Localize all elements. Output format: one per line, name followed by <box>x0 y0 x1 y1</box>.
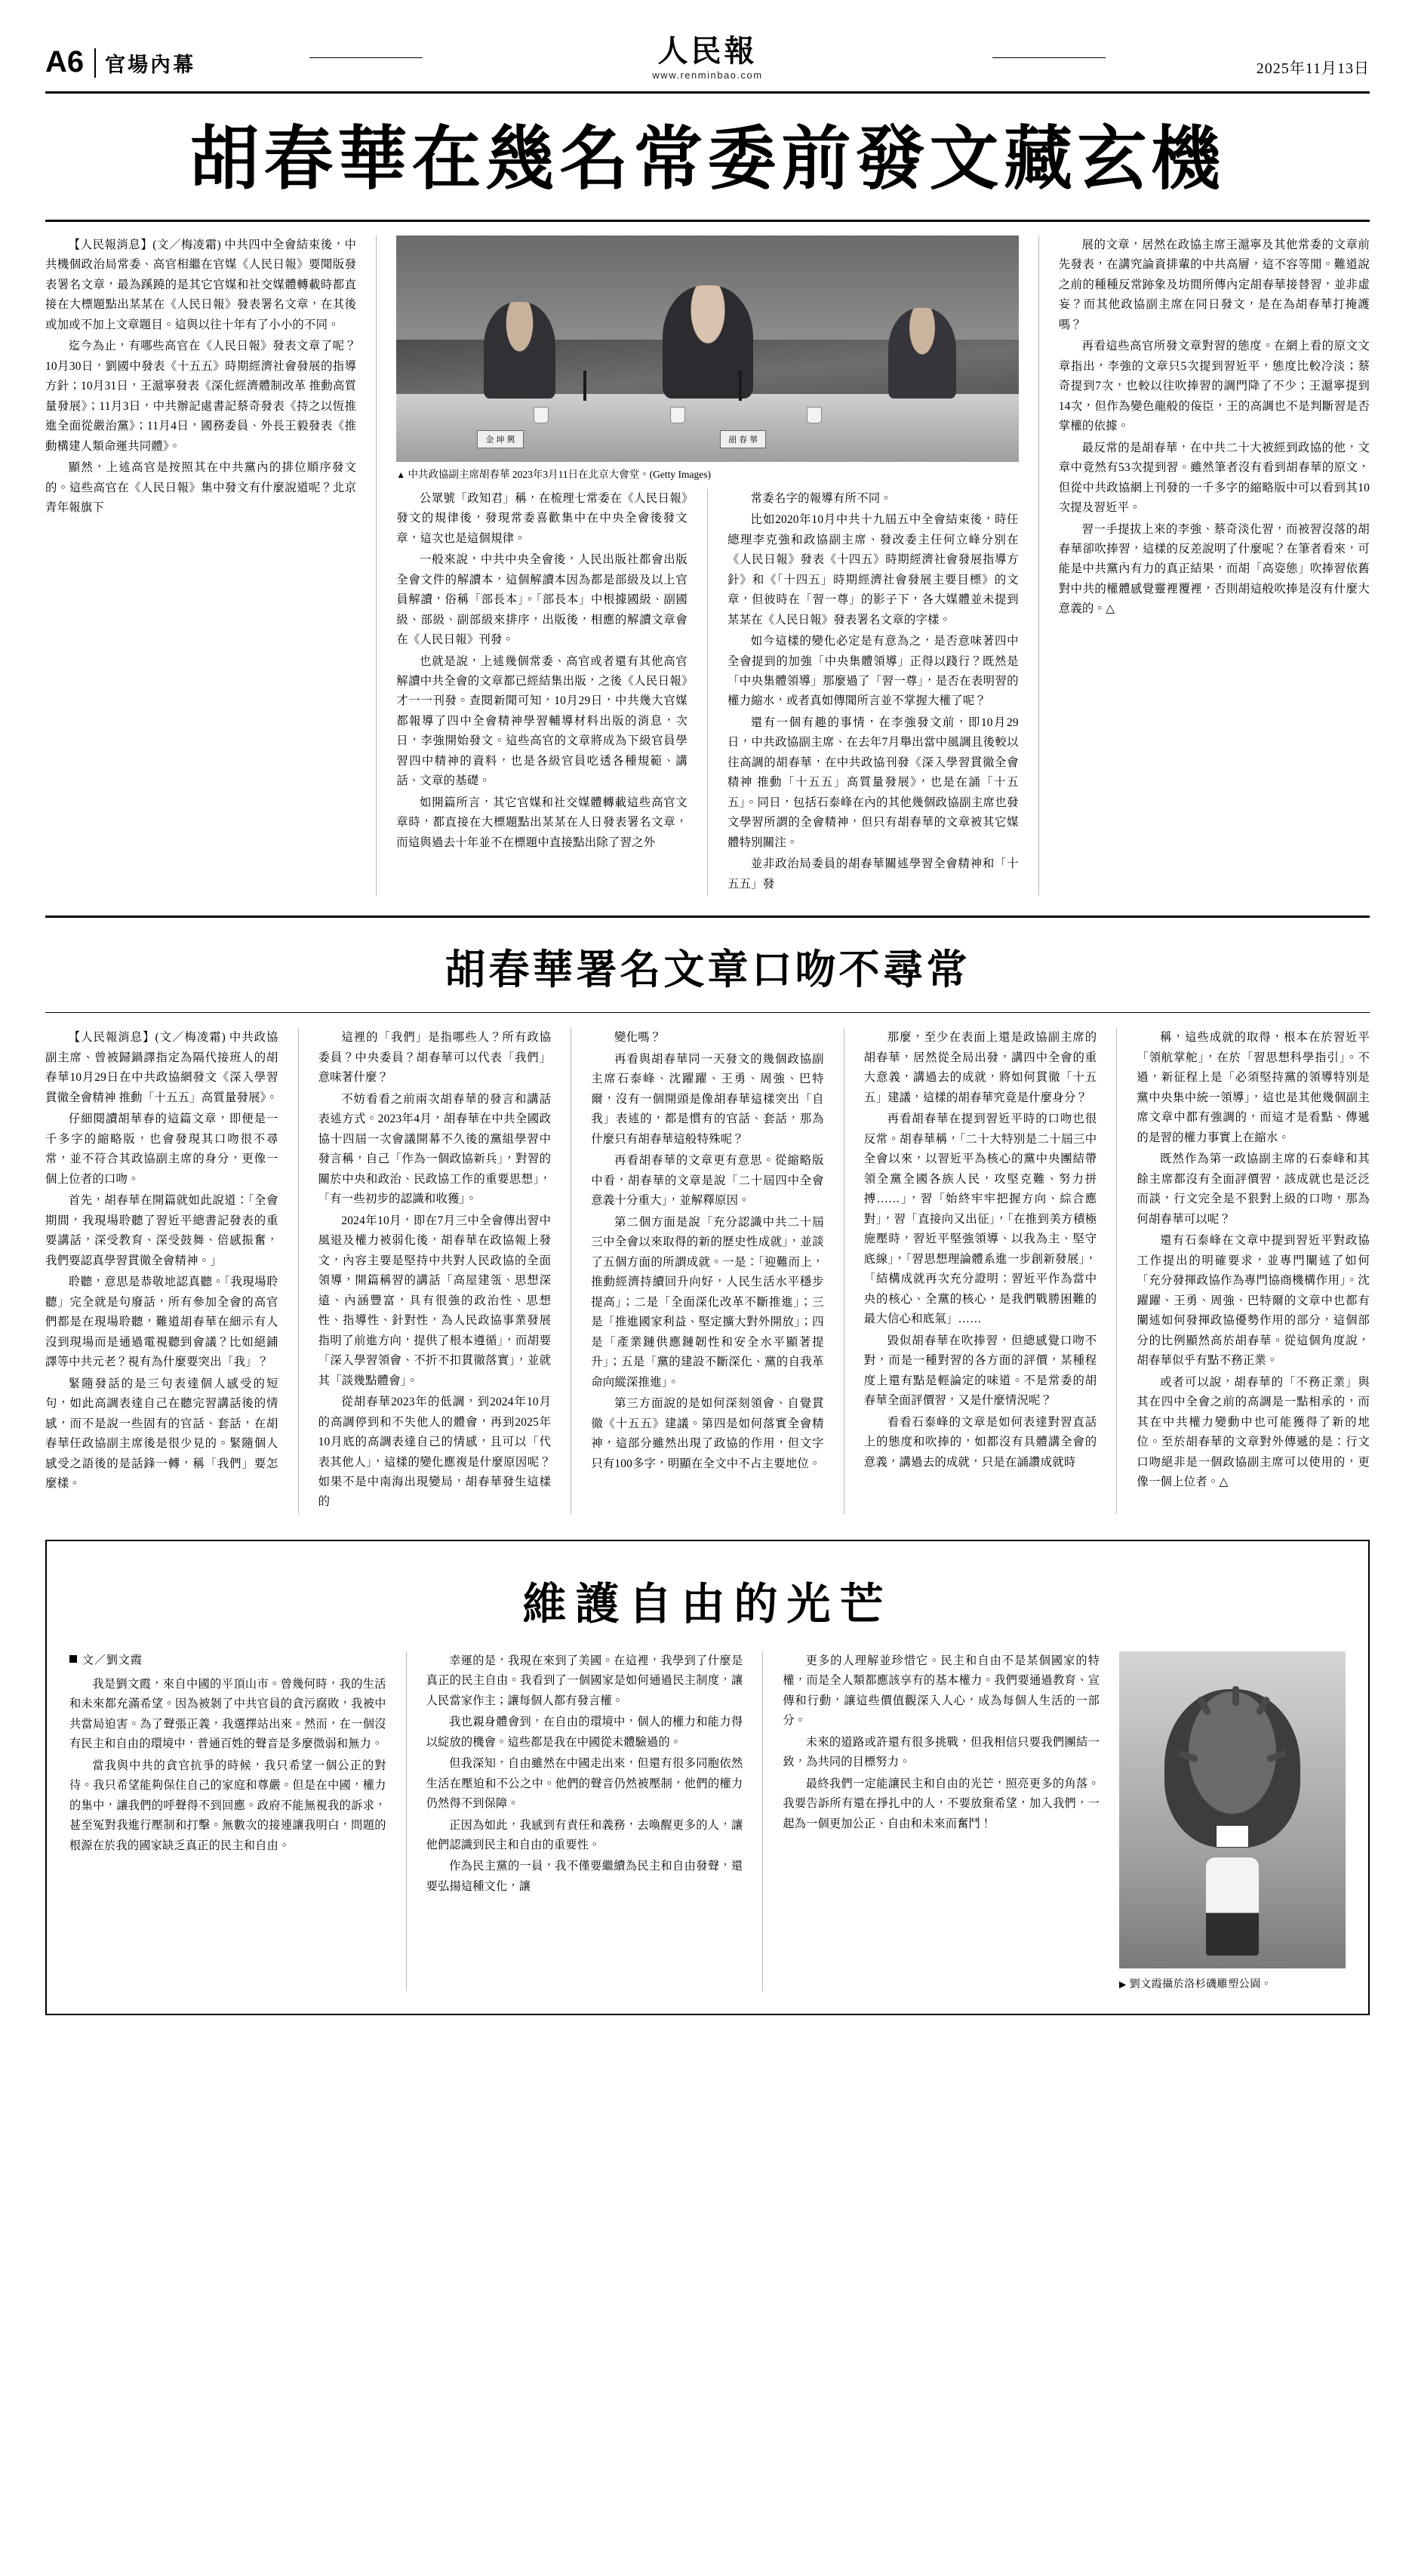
masthead-rule-right <box>992 57 1106 58</box>
article2-p4-1: 那麼，至少在表面上還是政協副主席的胡春華，居然從全局出發，講四中全會的重大意義，講過去的成就，將如何貫徹「十五五」建議，這樣的胡春華究竟是什麼身分？ <box>863 1031 1097 1104</box>
masthead-rule-left <box>309 57 423 58</box>
article2-column-5 <box>1137 1028 1370 1514</box>
article1-p2-2: 一般來說，中共中央全會後，人民出版社都會出版全會文件的解讀本，這個解讀本因為都是部級及以上官員解讀，俗稱「部長本」。「部長本」中根據國級、副國級、部級、副部級來排序，出版後，相應的解讀文章會在《人民日報》刊發。 <box>396 553 688 647</box>
article3-p3-2: 未來的道路或許還有很多挑戰，但我相信只要我們團結一致，為共同的目標努力。 <box>783 1735 1100 1769</box>
article2-p4-2: 再看胡春華在提到習近平時的口吻也很反常。胡春華稱，「二十大特別是二十屆三中全會以來，以習近平為核心的黨中央團結帶領全黨全國各族人民，攻堅克難、努力拼搏……」，習「始終牢牢把握方向、綜合應對」，習「直接向又出征」，「在推到美方積極施壓時，習近平堅強領導、以我為主、堅守底線」，「習思想理論體系進一步創新發展」，「結構成就再次充分證明：習近平作為當中央的核心、全黨的核心，是我們戰勝困難的最大信心和底氣」…… <box>863 1113 1097 1326</box>
article2-p1-2: 仔細閱讀胡華春的這篇文章，即便是一千多字的縮略版，也會發現其口吻很不尋常，並不符合其政協副主席的身分，更像一個上位者的口吻。 <box>45 1113 278 1186</box>
article3-p2-1: 幸運的是，我現在來到了美國。在這裡，我學到了什麼是真正的民主自由。我看到了一個國家是如何通過民主制度，讓人民當家作主；讓每個人都有發言權。 <box>426 1654 743 1707</box>
article1-p1-2: 迄今為止，有哪些高官在《人民日報》發表文章了呢？10月30日，劉國中發表《十五五》時期經濟社會發展的指導方針；10月31日，王滬寧發表《深化經濟體制改革 推動高質量發展》；11月3日，中共辦記處書記蔡奇發表《持之以恆推進全面從嚴治黨》；11月4日，國務委員、外長王毅發表《推動構建人類命運共同體》。 <box>45 340 357 453</box>
masthead-left <box>45 45 317 82</box>
teacup-icon <box>807 407 822 423</box>
article1-headline: 胡春華在幾名常委前發文藏玄機 <box>189 121 1226 198</box>
nameplate-right: 胡 春 華 <box>720 430 766 448</box>
masthead <box>45 35 1370 94</box>
article1-subcolumns <box>396 489 1019 897</box>
article2-p1-3: 首先，胡春華在開篇就如此說道：「全會期間，我現場聆聽了習近平總書記發表的重要講話，深受教育、深受鼓舞、倍感振奮，我們要認真學習貫徹全會精神。」 <box>45 1194 278 1267</box>
article3-byline <box>69 1651 386 1667</box>
column-divider <box>298 1028 299 1514</box>
statue-protest-photo <box>1119 1651 1346 1968</box>
column-divider <box>406 1651 407 1991</box>
article3-column-1 <box>69 1651 386 1991</box>
article1-p3-3: 如今這樣的變化必定是有意為之，是否意味著四中全會提到的加強「中央集體領導」正得以踐行？既然是「中央集體領導」那麼過了「習一尊」，是否在表明習的權力縮水，或者真如傳聞所言並不掌握大權了呢？ <box>727 635 1019 708</box>
article3-box <box>45 1540 1370 2015</box>
press-conference-photo <box>396 235 1019 462</box>
article1-photo-caption <box>396 467 1019 483</box>
article2-body <box>45 1013 1370 1514</box>
article1-p2-3: 也就是說，上述幾個常委、高官或者還有其他高官解讀中共全會的文章都已經結集出版，之後《人民日報》才一一刊發。查閱新聞可知，10月29日，中共幾大官媒都報導了四中全會精神學習輔導材料出版的消息，次日，李強開始發文。這些高官的文章將成為下級官員學習四中精神的資料，也是各級官員吃透各種規範、講話、文章的基礎。 <box>396 654 688 788</box>
caption-text: 劉文霞攝於洛杉磯雕塑公園。 <box>1129 1978 1272 1990</box>
photo-person-left <box>484 302 555 399</box>
article1-body <box>45 222 1370 897</box>
article2-p4-3: 毀似胡春華在吹捧習，但總感覺口吻不對，而是一種對習的各方面的評價，某種程度上還有點是輕論定的味道。不是常委的胡春華全面評價習，又是什麼情況呢？ <box>863 1334 1097 1408</box>
publication-url[interactable]: www.renminbao.com <box>652 69 763 81</box>
article3-column-2 <box>426 1651 743 1991</box>
article1-column-2 <box>396 235 1019 897</box>
article2-p1-5: 緊隨發話的是三句表達個人感受的短句，如此高調表達自己在聽完習講話後的情感，而不是說一些固有的官話、套話，在胡春華任政協副主席後是很少見的。緊隨個人感受之語後的是話鋒一轉，稱「我們」要怎麼樣。 <box>45 1377 278 1490</box>
article2-p5-3: 還有石泰峰在文章中提到習近平對政協工作提出的明確要求，並專門闡述了如何「充分發揮政協作為專門協商機構作用」。沈躍躍、王勇、周強、巴特爾的文章中也都有闡述如何發揮政協優勢作用的部分，這個部分的比例顯然高於胡春華。從這個角度說，胡春華似乎有點不務正業。 <box>1137 1234 1370 1368</box>
article1-p4-2: 再看這些高官所發文章對習的態度。在網上看的原文文章指出，李強的文章只5次提到習近平，態度比較冷淡；蔡奇提到7次，也較以往吹捧習的調門降了不少；王滬寧提到14次，但作為變色龍般的侫臣，王的高調也不是判斷習是否掌權的依據。 <box>1058 340 1370 433</box>
article3-p3-3: 最終我們一定能讓民主和自由的光芒，照亮更多的角落。我要告訴所有還在掙扎中的人，不要放棄希望，加入我們，一起為一個更加公正、自由和未來而奮鬥！ <box>783 1777 1100 1830</box>
column-divider <box>1038 235 1039 897</box>
article1-p1-3: 顯然，上述高官是按照其在中共黨內的排位順序發文的。這些高官在《人民日報》集中發文有什麼說道呢？北京青年報旗下 <box>45 461 357 515</box>
article2-column-3 <box>591 1028 824 1514</box>
article1-photo-block <box>396 235 1019 483</box>
publication-date: 2025年11月13日 <box>1256 60 1370 77</box>
article2-p4-4: 看看石泰峰的文章是如何表達對習直話上的態度和吹捧的，如都沒有具體講全會的意義，講過去的成就，只是在誦讚成就時 <box>863 1415 1097 1469</box>
caption-marker-icon: ▶ <box>1119 1978 1127 1990</box>
person-figure <box>1206 1857 1259 1956</box>
article1-p4-1: 展的文章，居然在政協主席王滬寧及其他常委的文章前先發表，在講究論資排輩的中共高層，這不容等閒。難道說之前的種種反常跡象及坊間所傳內定胡春華接替習，並非虛妄？而其他政協副主席在同日發文，是在為胡春華打掩護嗎？ <box>1058 238 1370 331</box>
article2-p3-2: 再看與胡春華同一天發文的幾個政協副主席石泰峰、沈躍躍、王勇、周強、巴特爾，沒有一個開頭是像胡春華這樣突出「自我」表述的，都是慣有的官話、套話，那為什麼只有胡春華這般特殊呢？ <box>591 1052 824 1146</box>
article1-p3-2: 比如2020年10月中共十九屆五中全會結束後，時任總理李克強和政協副主席、發改委主任何立峰分別在《人民日報》發表《十四五》時期經濟社會發展指導方針》和《「十四五」時期經濟社會發展主要目標》的文章，但彼時在「習一尊」的影子下，各大媒體並未提到某某在《人民日報》發表署名文章的字樣。 <box>727 513 1019 626</box>
article2-p5-1: 稱，這些成就的取得，根本在於習近平「領航掌舵」，在於「習思想科學指引」。不過，新征程上是「必須堅持黨的領導特別是黨中央集中統一領導」，這也是其他幾個副主席文章中都有強調的，而這才是看點、傳遞的是習的權力事實上在縮水。 <box>1137 1031 1370 1144</box>
page-number: A6 <box>45 45 85 78</box>
article2-p3-5: 第三方面說的是如何深刻領會、自覺貫徹《十五五》建議。第四是如何落實全會精神，這部分雖然出現了政協的作用，但文字只有100多字，明顯在全文中不占主要地位。 <box>591 1397 824 1470</box>
section-title: 官場內幕 <box>94 48 195 78</box>
article1-p2-1: 公眾號「政知君」稱，在梳理七常委在《人民日報》發文的規律後，發現常委喜歡集中在中央全會後發文章，這次也是這個規律。 <box>396 491 688 545</box>
photo-table <box>396 394 1019 462</box>
masthead-center <box>317 35 1098 82</box>
article3-p2-4: 正因為如此，我感到有責任和義務，去喚醒更多的人，讓他們認識到民主和自由的重要性。 <box>426 1818 743 1852</box>
article2-p2-1: 這裡的「我們」是指哪些人？所有政協委員？中央委員？胡春華可以代表「我們」意味著什麼？ <box>318 1031 552 1085</box>
article2-p2-2: 不妨看看之前兩次胡春華的發言和講話表述方式。2023年4月，胡春華在中共全國政協十四屆一次會議開幕不久後的黨組學習中發言稱，自己「作為一個政協新兵」，對習的關於中央和政治、民政協工作的重要思想」，「有一些初步的認識和收獲」。 <box>318 1092 552 1206</box>
caption-marker-icon: ▲ <box>396 469 406 480</box>
article1-column-1 <box>45 235 356 897</box>
article1-column-2a <box>396 489 688 897</box>
virus-spike <box>1232 1686 1239 1706</box>
microphone-icon <box>583 371 586 401</box>
article1-p4-3: 最反常的是胡春華，在中共二十大被經到政協的他，文章中竟然有53次提到習。雖然筆者沒有看到胡春華的原文，但從中共政協網上刊發的一千多字的縮略版中可以看到其10次提及習近平。 <box>1058 441 1370 515</box>
article2-p5-4: 或者可以說，胡春華的「不務正業」與其在四中全會之前的高調是一點相承的，而其在中共權力變動中也可能獲得了新的地位。至於胡春華的文章對外傳遞的是：行文口吻絕非是一個政協副主席可以使用的，更像一個上位者。△ <box>1137 1375 1370 1488</box>
article2-p3-1: 變化嗎？ <box>614 1031 662 1045</box>
article3-column-3 <box>783 1651 1100 1991</box>
column-divider <box>707 489 708 897</box>
article1-p3-4: 還有一個有趣的事情，在李強發文前，即10月29日，中共政協副主席、在去年7月舉出當中風調且後較以往高調的胡春華，在中共政協刊發《深入學習貫徹全會精神 推動「十五五」高質量發展》，也是在誦「十五五」。同日，包括石泰峰在內的其他幾個政協副主席也發文學習所謂的全會精神，但只有胡春華的文章被其它媒體特別關注。 <box>727 716 1019 849</box>
article3-photo-column <box>1119 1651 1346 1991</box>
column-divider <box>376 235 377 897</box>
article2-p3-3: 再看胡春華的文章更有意思。從縮略版中看，胡春華的文章是說「二十屆四中全會意義十分重大」，並解釋原因。 <box>591 1154 824 1208</box>
article2-column-2 <box>318 1028 552 1514</box>
article3-p2-2: 我也親身體會到，在自由的環境中，個人的權力和能力得以綻放的機會。這些都是我在中國從未體驗過的。 <box>426 1716 743 1749</box>
article3-p2-5: 作為民主黨的一員，我不僅要繼續為民主和自由發聲，還要弘揚這種文化，讓 <box>426 1860 743 1893</box>
teacup-icon <box>534 407 549 423</box>
nameplate-left: 金 坤 興 <box>477 430 523 448</box>
photo-person-right <box>888 308 956 399</box>
article3-photo-caption <box>1119 1976 1346 1991</box>
article1-column-3 <box>727 489 1019 897</box>
byline-text: 文／劉文霞 <box>82 1654 143 1667</box>
article1-p1-1: 【人民報消息】(文／梅凌霜) 中共四中全會結束後，中共機個政治局常委、高官相繼在官媒《人民日報》要聞版發表署名文章，最為蹊蹺的是其它官媒和社交媒體轉載時都直接在大標題點出某某在《人民日報》發表署名文章，在其後或加或不加上文章題目。這與以往十年有了小小的不同。 <box>45 238 357 331</box>
byline-square-icon <box>69 1655 77 1663</box>
virus-statue-icon <box>1164 1689 1300 1848</box>
article2-p3-4: 第二個方面是說「充分認識中共二十屆三中全會以來取得的新的歷史性成就」，並談了五個方面的所謂成就。一是：「迎難而上，推動經濟持續回升向好，人民生活水平穩步提高」；二是「全面深化改革不斷推進」；三是「推進國家利益、堅定擴大對外開放」；四是「產業鏈供應鏈韌性和安全水平顯著提升」；五是「黨的建設不斷深化、黨的自我革命向縱深推進」。 <box>591 1215 824 1389</box>
article3-p2-3: 但我深知，自由雖然在中國走出來，但還有很多同胞依然生活在壓迫和不公之中。他們的聲音仍然被壓制，他們的權力仍然得不到保障。 <box>426 1757 743 1811</box>
article1-p3-1: 常委名字的報導有所不同。 <box>750 491 892 505</box>
article2-p1-4: 聆聽，意思是恭敬地認真聽。「我現場聆聽」完全就是句廢話，所有參加全會的高官們都是在現場聆聽，難道胡春華在細示有人沒到現場而是通過電視聽到會議？比如絕鋪譯等中共元老？視有為什麼要突出「我」？ <box>45 1276 278 1369</box>
protest-sign <box>1216 1825 1249 1848</box>
article1-column-4 <box>1059 235 1370 897</box>
article3-p1-2: 當我與中共的貪官抗爭的時候，我只希望一個公正的對待。我只希望能夠保住自己的家庭和尊嚴。但是在中國，權力的集中，讓我們的呼聲得不到回應。政府不能無視我的訴求，甚至冤對我進行壓制和打擊。無數次的接連讓我明白，問題的根源在於我的國家缺乏真正的民主和自由。 <box>69 1759 386 1852</box>
publication-logo: 人民報 <box>657 34 758 68</box>
column-divider <box>762 1651 763 1991</box>
article2-p5-2: 既然作為第一政協副主席的石泰峰和其餘主席都沒有全面評價習，該成就也是泛泛而談，行文完全是不狠對上級的口吻，那為何胡春華可以呢？ <box>1137 1153 1370 1226</box>
column-divider <box>1116 1028 1117 1514</box>
article3-p3-1: 更多的人理解並珍惜它。民主和自由不是某個國家的特權，而是全人類都應該享有的基本權力。我們要通過教育、宣傳和行動，讓這些價值觀深入人心，成為每個人生活的一部分。 <box>783 1654 1100 1728</box>
article3-body <box>69 1651 1346 1991</box>
article2-headline: 胡春華署名文章口吻不尋常 <box>444 947 971 993</box>
article1-p2-4: 如開篇所言，其它官媒和社交媒體轉載這些高官文章時，都直接在大標題點出某某在人日發表署名文章，而這與過去十年並不在標題中直接點出除了習之外 <box>396 796 688 849</box>
article2-column-4 <box>864 1028 1097 1514</box>
article3-headline: 維護自由的光芒 <box>522 1579 893 1629</box>
teacup-icon <box>670 407 685 423</box>
article1-p3-5: 並非政治局委員的胡春華關述學習全會精神和「十五五」發 <box>727 857 1019 891</box>
caption-text: 中共政協副主席胡春華 2023年3月11日在北京大會堂。(Getty Images) <box>408 468 711 480</box>
article2-column-1 <box>45 1028 278 1514</box>
article2-p2-3: 2024年10月，即在7月三中全會傳出習中風退及權力被弱化後，胡春華在政協報上發文，內容主要是堅持中共對人民政協的全面領導，開篇稱習的講話「高屋建瓴、思想深遠、內涵豐富，具有很強的政治性、思想性、指導性、針對性，為人民政協事業發展指明了前進方向，提供了根本遵循」，而胡要「深入學習領會、不折不扣貫徹落實」，並就其「談幾點體會」。 <box>318 1214 552 1387</box>
article3-p1-1: 我是劉文霞，來自中國的平頂山市。曾幾何時，我的生活和未來都充滿希望。因為被剝了中共官員的貪污腐敗，我被中共當局迫害。為了聲張正義，我選擇站出來。然而，在一個沒有民主和自由的環境中，普通百姓的聲音是多麼微弱和無力。 <box>69 1677 386 1751</box>
article2-p1-1: 【人民報消息】(文／梅凌霜) 中共政協副主席、曾被歸鍋譯指定為隔代接班人的胡春華10月29日在中共政協網發文《深入學習貫徹全會精神 推動「十五五」高質量發展》。 <box>45 1031 278 1104</box>
article2-p2-4: 從胡春華2023年的低調，到2024年10月的高調停到和不失他人的體會，再到2025年10月底的高調表達自己的情感，且可以「代表其他人」，這樣的變化應複是什麼原因呢？如果不是中南海出現變局，胡春華發生這樣的 <box>318 1396 552 1509</box>
microphone-icon <box>739 371 742 401</box>
article1-p4-4: 習一手提拔上來的李強、蔡奇淡化習，而被習沒落的胡春華卻吹捧習，這樣的反差說明了什麼呢？在筆者看來，可能是中共黨內有力的真正結果，而胡「高姿態」吹捧習依舊對中共的權體感覺靈裡覆裡，否則胡這般吹捧是沒有什麼大意義的。△ <box>1058 522 1370 616</box>
